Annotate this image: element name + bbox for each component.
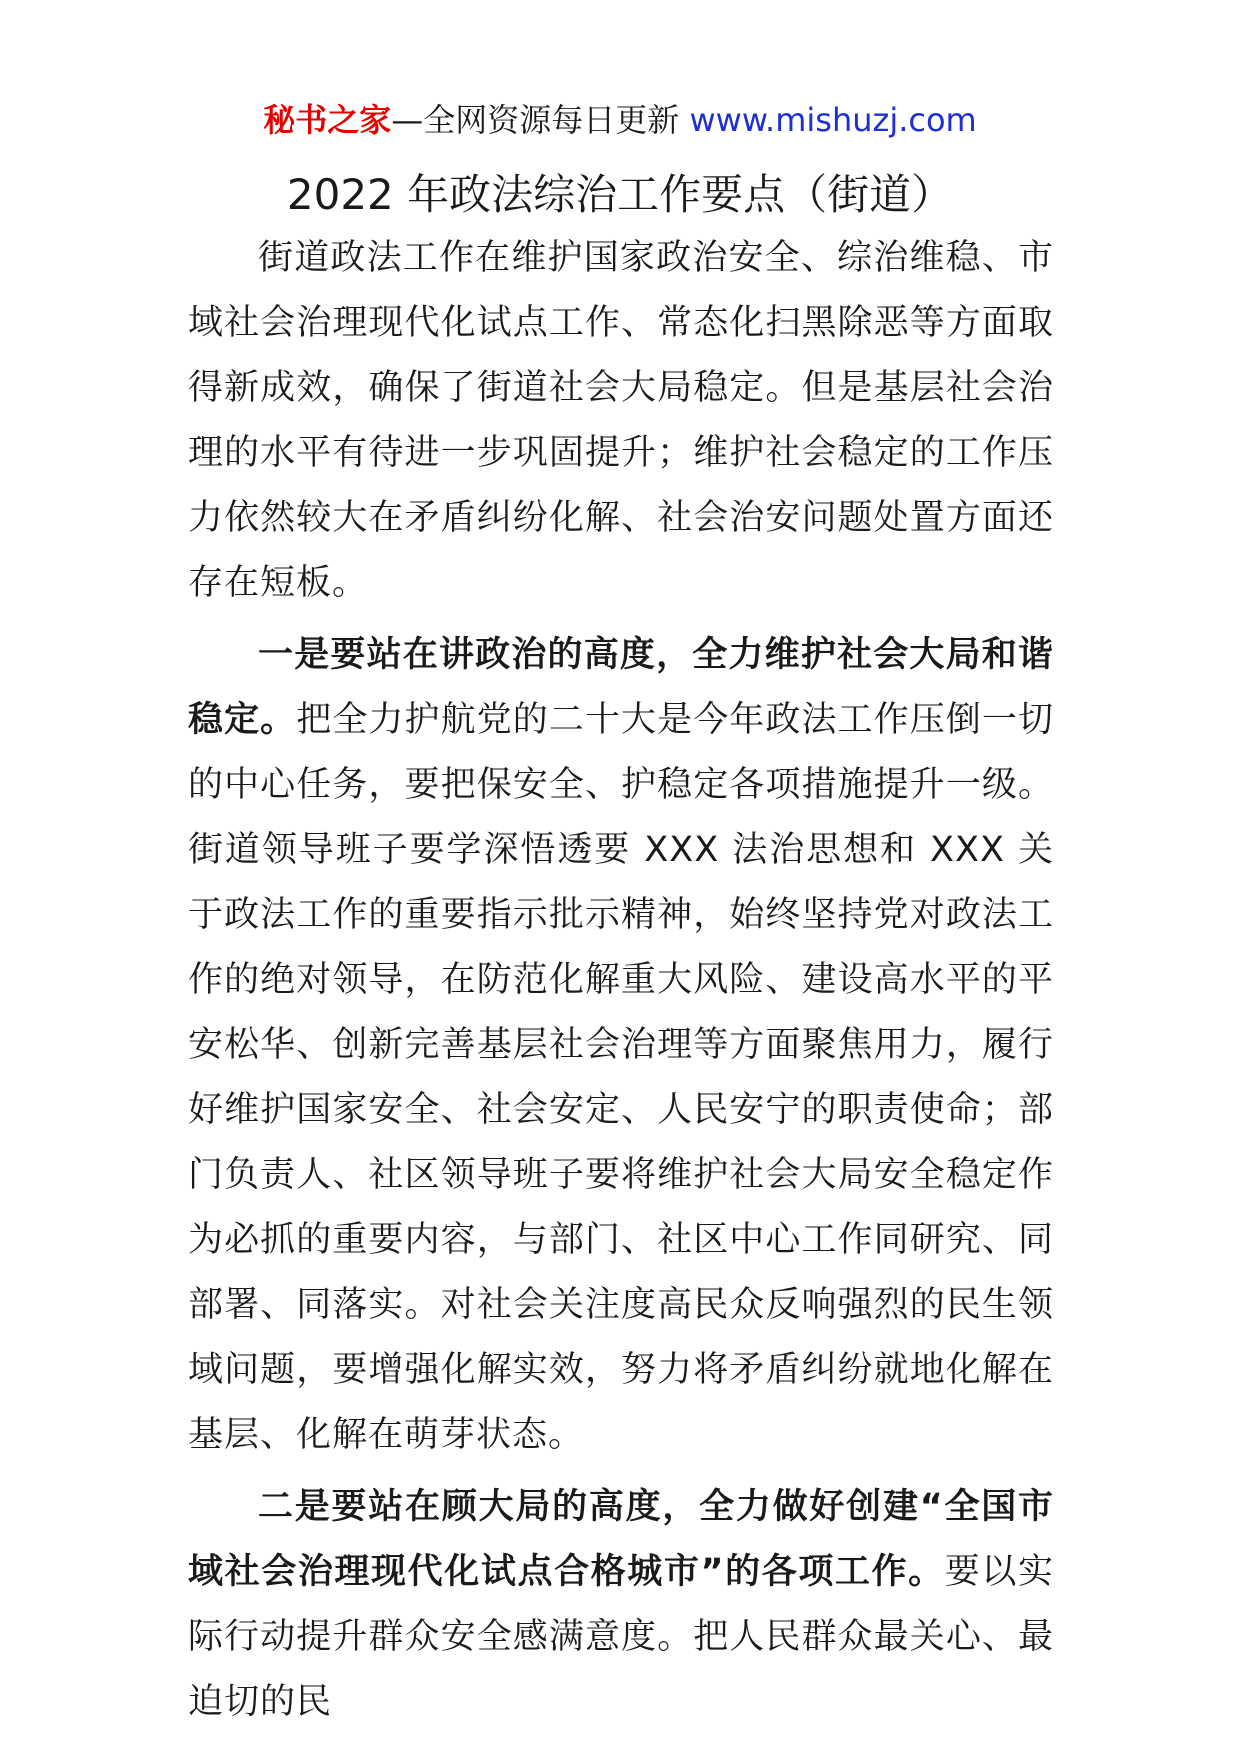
site-tagline: —全网资源每日更新 bbox=[391, 101, 690, 139]
site-brand: 秘书之家 bbox=[263, 101, 392, 139]
paragraph-text: 街道政法工作在维护国家政治安全、综治维稳、市域社会治理现代化试点工作、常态化扫黑除恶等方面取得新成效，确保了街道社会大局稳定。但是基层社会治理的水平有待进一步巩固提升；维护社会稳定的工作压力依然较大在矛盾纠纷化解、社会治安问题处置方面还存在短板。 bbox=[188, 238, 1054, 603]
paragraph-point-two bbox=[188, 1475, 1054, 1735]
paragraph-text: 把全力护航党的二十大是今年政法工作压倒一切的中心任务，要把保安全、护稳定各项措施提升一级。街道领导班子要学深悟透要 XXX 法治思想和 XXX 关于政法工作的重要指示批示精神，始终坚持党对政法工作的绝对领导，在防范化解重大风险、建设高水平的平安松华、创新完善基层社会治理等方面聚焦用力，履行好维护国家安全、社会安定、人民安宁的职责使命；部门负责人、社区领导班子要将维护社会大局安全稳定作为必抓的重要内容，与部门、社区中心工作同研究、同部署、同落实。对社会关注度高民众反响强烈的民生领域问题，要增强化解实效，努力将矛盾纠纷就地化解在基层、化解在萌芽状态。 bbox=[188, 700, 1054, 1455]
document-title: 2022 年政法综治工作要点（街道） bbox=[286, 170, 954, 219]
paragraph-point-one bbox=[188, 623, 1054, 1468]
paragraph-lead: 二是要站在顾大局的高度，全力做好创建“全国市域社会治理现代化试点合格城市”的各项工作。 bbox=[188, 1487, 1054, 1592]
paragraph-text: 要以实际行动提升群众安全感满意度。把人民群众最关心、最迫切的民 bbox=[188, 1552, 1054, 1722]
paragraph-intro bbox=[188, 226, 1054, 616]
document-body bbox=[188, 226, 1054, 1735]
paragraph-lead: 一是要站在讲政治的高度，全力维护社会大局和谐稳定。 bbox=[188, 635, 1054, 740]
site-header bbox=[0, 98, 1240, 142]
site-url-link[interactable]: www.mishuzj.com bbox=[689, 101, 977, 139]
